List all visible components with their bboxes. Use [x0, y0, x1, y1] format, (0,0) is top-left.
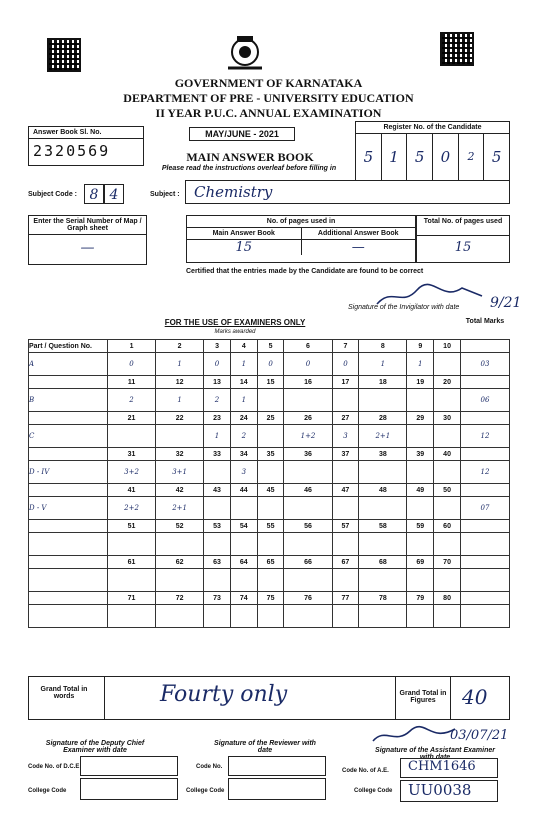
question-number: 50 — [434, 484, 461, 497]
question-number: 20 — [434, 376, 461, 389]
question-number: 17 — [332, 376, 359, 389]
question-number: 38 — [359, 448, 407, 461]
question-number: 49 — [407, 484, 434, 497]
row-total: 06 — [461, 389, 510, 412]
question-number: 34 — [230, 448, 257, 461]
question-number: 12 — [156, 376, 204, 389]
question-number: 3 — [204, 340, 231, 353]
question-number: 72 — [156, 592, 204, 605]
question-number: 8 — [359, 340, 407, 353]
subject-name: Chemistry — [185, 180, 510, 204]
question-number: 39 — [407, 448, 434, 461]
register-label: Register No. of the Candidate — [356, 122, 509, 134]
question-number: 35 — [257, 448, 284, 461]
grand-figures-value: 40 — [462, 685, 488, 709]
question-number: 16 — [284, 376, 332, 389]
part-label — [29, 533, 108, 556]
government-emblem — [222, 28, 268, 74]
mark-cell — [434, 389, 461, 412]
mark-cell: 3 — [332, 425, 359, 448]
question-number: 22 — [156, 412, 204, 425]
part-label: B — [29, 389, 108, 412]
question-number: 76 — [284, 592, 332, 605]
ae-code-value: CHM1646 — [408, 759, 476, 774]
part-label: A — [29, 353, 108, 376]
question-number: 67 — [332, 556, 359, 569]
mark-cell — [434, 425, 461, 448]
college-code-label-1: College Code — [28, 788, 67, 794]
header-line1: GOVERNMENT OF KARNATAKA — [174, 76, 363, 90]
question-number: 27 — [332, 412, 359, 425]
dce-signature-label: Signature of the Deputy Chief Examiner with date — [45, 740, 145, 754]
part-label: D - V — [29, 497, 108, 520]
question-number: 44 — [230, 484, 257, 497]
question-number: 2 — [156, 340, 204, 353]
mark-cell: 1+2 — [284, 425, 332, 448]
mark-cell — [284, 605, 332, 628]
mark-cell: 1 — [230, 353, 257, 376]
reviewer-code-label: Code No. — [196, 764, 223, 770]
invigilator-signature — [372, 282, 492, 312]
mark-cell — [257, 569, 284, 592]
question-number: 7 — [332, 340, 359, 353]
mark-cell — [257, 461, 284, 484]
mark-cell — [230, 569, 257, 592]
book-title: MAIN ANSWER BOOK — [186, 150, 314, 164]
mark-cell — [359, 389, 407, 412]
mark-cell — [284, 533, 332, 556]
mark-cell — [407, 605, 434, 628]
question-number: 41 — [108, 484, 156, 497]
mark-cell — [156, 533, 204, 556]
header-line2: DEPARTMENT OF PRE - UNIVERSITY EDUCATION — [123, 91, 414, 105]
mark-cell — [284, 389, 332, 412]
question-number: 74 — [230, 592, 257, 605]
register-digit: 0 — [433, 134, 459, 180]
question-number: 24 — [230, 412, 257, 425]
question-number: 36 — [284, 448, 332, 461]
question-number: 65 — [257, 556, 284, 569]
mark-cell: 1 — [230, 389, 257, 412]
grand-words-label: Grand Total in words — [40, 686, 88, 700]
mark-cell — [332, 497, 359, 520]
mark-cell — [204, 605, 231, 628]
question-number: 57 — [332, 520, 359, 533]
row-total — [461, 533, 510, 556]
mark-cell — [332, 461, 359, 484]
mark-cell — [257, 389, 284, 412]
question-number: 9 — [407, 340, 434, 353]
mark-cell — [332, 389, 359, 412]
question-number: 14 — [230, 376, 257, 389]
question-number: 46 — [284, 484, 332, 497]
total-pages-value: 15 — [454, 240, 472, 255]
mark-cell: 0 — [257, 353, 284, 376]
mark-cell — [407, 497, 434, 520]
mark-cell — [284, 461, 332, 484]
mark-cell: 2 — [108, 389, 156, 412]
part-label — [29, 569, 108, 592]
row-total: 07 — [461, 497, 510, 520]
mark-cell — [230, 605, 257, 628]
question-number: 80 — [434, 592, 461, 605]
mark-cell: 2+2 — [108, 497, 156, 520]
mark-cell — [407, 425, 434, 448]
total-marks-label: Total Marks — [465, 318, 505, 325]
answer-book-value: 2320569 — [33, 142, 111, 160]
reviewer-code-field — [228, 756, 326, 776]
mark-cell — [156, 425, 204, 448]
mark-cell — [204, 497, 231, 520]
mark-cell — [284, 497, 332, 520]
question-number: 19 — [407, 376, 434, 389]
question-number: 23 — [204, 412, 231, 425]
question-number: 6 — [284, 340, 332, 353]
mark-cell — [230, 533, 257, 556]
marks-header-row — [29, 340, 510, 353]
marks-row — [29, 461, 510, 484]
mark-cell — [434, 497, 461, 520]
ae-code-label: Code No. of A.E. — [342, 768, 389, 774]
college-code-label-3: College Code — [354, 788, 393, 794]
mark-cell — [204, 533, 231, 556]
question-number: 1 — [108, 340, 156, 353]
part-label: C — [29, 425, 108, 448]
mark-cell — [257, 497, 284, 520]
question-number: 60 — [434, 520, 461, 533]
mark-cell — [230, 497, 257, 520]
question-number: 51 — [108, 520, 156, 533]
row-total: 12 — [461, 425, 510, 448]
mark-cell — [359, 605, 407, 628]
mark-cell — [108, 425, 156, 448]
question-number: 58 — [359, 520, 407, 533]
dce-code-field — [80, 756, 178, 776]
question-number: 71 — [108, 592, 156, 605]
question-number: 5 — [257, 340, 284, 353]
mark-cell: 1 — [204, 425, 231, 448]
question-number: 33 — [204, 448, 231, 461]
question-number: 78 — [359, 592, 407, 605]
mark-cell: 2+1 — [359, 425, 407, 448]
college-code-field-2 — [228, 778, 326, 800]
question-number: 79 — [407, 592, 434, 605]
mark-cell: 3 — [230, 461, 257, 484]
question-number: 10 — [434, 340, 461, 353]
pages-used-label: No. of pages used in — [187, 216, 415, 228]
ae-signature-date: 03/07/21 — [450, 728, 509, 743]
ae-signature-label: Signature of the Assistant Examiner with date — [375, 747, 495, 761]
question-number: 59 — [407, 520, 434, 533]
grand-words-divider — [104, 676, 105, 720]
marks-row — [29, 497, 510, 520]
mark-cell: 2 — [204, 389, 231, 412]
question-number: 13 — [204, 376, 231, 389]
grand-figures-divider — [395, 676, 396, 720]
serial-box — [28, 215, 147, 265]
examiner-heading: FOR THE USE OF EXAMINERS ONLY — [164, 318, 306, 327]
question-number: 30 — [434, 412, 461, 425]
question-number: 4 — [230, 340, 257, 353]
total-header-cell — [461, 340, 510, 353]
main-book-label: Main Answer Book — [187, 228, 302, 239]
pages-used-box — [186, 215, 416, 263]
mark-cell: 0 — [204, 353, 231, 376]
college-code-field-1 — [80, 778, 178, 800]
question-number: 62 — [156, 556, 204, 569]
register-digits — [356, 134, 509, 180]
mark-cell — [434, 605, 461, 628]
mark-cell — [407, 569, 434, 592]
mark-cell: 1 — [156, 389, 204, 412]
college-code-value-3: UU0038 — [408, 781, 472, 799]
mark-cell: 1 — [359, 353, 407, 376]
grand-figures-label: Grand Total in Figures — [399, 690, 447, 704]
answer-book-box — [28, 126, 144, 166]
question-number: 26 — [284, 412, 332, 425]
mark-cell — [257, 605, 284, 628]
part-question-label: Part / Question No. — [29, 340, 108, 353]
mark-cell — [434, 353, 461, 376]
question-number: 63 — [204, 556, 231, 569]
register-digit: 5 — [491, 148, 502, 166]
mark-cell — [108, 605, 156, 628]
invigilator-date: 9/21 — [490, 295, 522, 311]
question-number-row — [29, 448, 510, 461]
subject-code-digit: 4 — [104, 184, 124, 204]
total-pages-box — [416, 215, 510, 263]
marks-row — [29, 425, 510, 448]
question-number: 73 — [204, 592, 231, 605]
mark-cell — [156, 569, 204, 592]
mark-cell — [359, 569, 407, 592]
additional-book-value: — — [351, 240, 365, 255]
mark-cell: 1 — [407, 353, 434, 376]
question-number: 69 — [407, 556, 434, 569]
question-number-row — [29, 520, 510, 533]
invigilator-label: Signature of the Invigilator with date — [348, 304, 460, 311]
mark-cell: 2+1 — [156, 497, 204, 520]
question-number: 15 — [257, 376, 284, 389]
mark-cell — [434, 461, 461, 484]
question-number: 75 — [257, 592, 284, 605]
question-number-row — [29, 376, 510, 389]
mark-cell — [332, 533, 359, 556]
question-number: 55 — [257, 520, 284, 533]
marks-table — [28, 339, 510, 628]
question-number: 28 — [359, 412, 407, 425]
mark-cell: 3+1 — [156, 461, 204, 484]
dce-code-label: Code No. of D.C.E — [28, 764, 80, 770]
part-label: D - IV — [29, 461, 108, 484]
question-number: 21 — [108, 412, 156, 425]
mark-cell — [257, 425, 284, 448]
question-number: 37 — [332, 448, 359, 461]
mark-cell — [332, 569, 359, 592]
question-number: 42 — [156, 484, 204, 497]
header-line3: II YEAR P.U.C. ANNUAL EXAMINATION — [155, 106, 382, 120]
question-number: 31 — [108, 448, 156, 461]
serial-value: — — [80, 240, 95, 256]
main-book-value: 15 — [187, 240, 302, 255]
assistant-examiner-signature — [370, 725, 460, 747]
mark-cell — [204, 569, 231, 592]
reviewer-signature-label: Signature of the Reviewer with date — [214, 740, 316, 754]
question-number: 25 — [257, 412, 284, 425]
mark-cell — [359, 497, 407, 520]
mark-cell — [359, 461, 407, 484]
question-number-row — [29, 412, 510, 425]
question-number: 54 — [230, 520, 257, 533]
question-number: 43 — [204, 484, 231, 497]
mark-cell: 1 — [156, 353, 204, 376]
subject-label: Subject : — [150, 191, 180, 198]
question-number: 66 — [284, 556, 332, 569]
mark-cell: 0 — [332, 353, 359, 376]
mark-cell: 0 — [284, 353, 332, 376]
question-number: 52 — [156, 520, 204, 533]
mark-cell — [407, 533, 434, 556]
register-digit: 5 — [407, 134, 433, 180]
register-box — [355, 121, 510, 181]
additional-book-label: Additional Answer Book — [317, 230, 399, 237]
mark-cell — [156, 605, 204, 628]
register-digit: 5 — [356, 134, 382, 180]
question-number: 47 — [332, 484, 359, 497]
serial-label: Enter the Serial Number of Map / Graph sheet — [29, 216, 146, 235]
session-box: MAY/JUNE - 2021 — [189, 127, 295, 141]
mark-cell — [204, 461, 231, 484]
mark-cell — [359, 533, 407, 556]
grand-words-value: Fourty only — [160, 682, 288, 707]
question-number: 53 — [204, 520, 231, 533]
marks-row — [29, 605, 510, 628]
question-number: 11 — [108, 376, 156, 389]
question-number: 45 — [257, 484, 284, 497]
book-instruction: Please read the instructions overleaf before filling in — [161, 165, 337, 172]
question-number: 70 — [434, 556, 461, 569]
question-number-row — [29, 484, 510, 497]
question-number: 40 — [434, 448, 461, 461]
question-number: 32 — [156, 448, 204, 461]
mark-cell — [407, 389, 434, 412]
row-total — [461, 605, 510, 628]
marks-row — [29, 389, 510, 412]
total-pages-label: Total No. of pages used — [417, 216, 509, 236]
examiner-subheading: Marks awarded — [214, 329, 256, 335]
mark-cell — [332, 605, 359, 628]
question-number: 77 — [332, 592, 359, 605]
mark-cell — [434, 569, 461, 592]
part-label — [29, 605, 108, 628]
college-code-label-2: College Code — [186, 788, 225, 794]
mark-cell — [434, 533, 461, 556]
question-number-row — [29, 556, 510, 569]
question-number: 18 — [359, 376, 407, 389]
mark-cell — [407, 461, 434, 484]
grand-figures-divider-2 — [450, 676, 451, 720]
question-number-row — [29, 592, 510, 605]
marks-row — [29, 353, 510, 376]
subject-code-digit: 8 — [84, 184, 104, 204]
register-digit: 1 — [382, 134, 408, 180]
question-number: 48 — [359, 484, 407, 497]
qr-code-left — [47, 38, 81, 72]
mark-cell — [108, 533, 156, 556]
mark-cell — [257, 533, 284, 556]
question-number: 56 — [284, 520, 332, 533]
question-number: 64 — [230, 556, 257, 569]
row-total: 12 — [461, 461, 510, 484]
mark-cell: 3+2 — [108, 461, 156, 484]
question-number: 61 — [108, 556, 156, 569]
row-total: 03 — [461, 353, 510, 376]
answer-book-label: Answer Book Sl. No. — [29, 127, 143, 139]
mark-cell — [108, 569, 156, 592]
mark-cell: 0 — [108, 353, 156, 376]
question-number: 68 — [359, 556, 407, 569]
mark-cell: 2 — [230, 425, 257, 448]
subject-code-label: Subject Code : — [28, 191, 78, 198]
marks-row — [29, 569, 510, 592]
qr-code-right — [440, 32, 474, 66]
certify-text: Certified that the entries made by the Candidate are found to be correct — [186, 268, 424, 275]
row-total — [461, 569, 510, 592]
register-digit: 2 — [459, 134, 485, 180]
marks-row — [29, 533, 510, 556]
question-number: 29 — [407, 412, 434, 425]
mark-cell — [284, 569, 332, 592]
